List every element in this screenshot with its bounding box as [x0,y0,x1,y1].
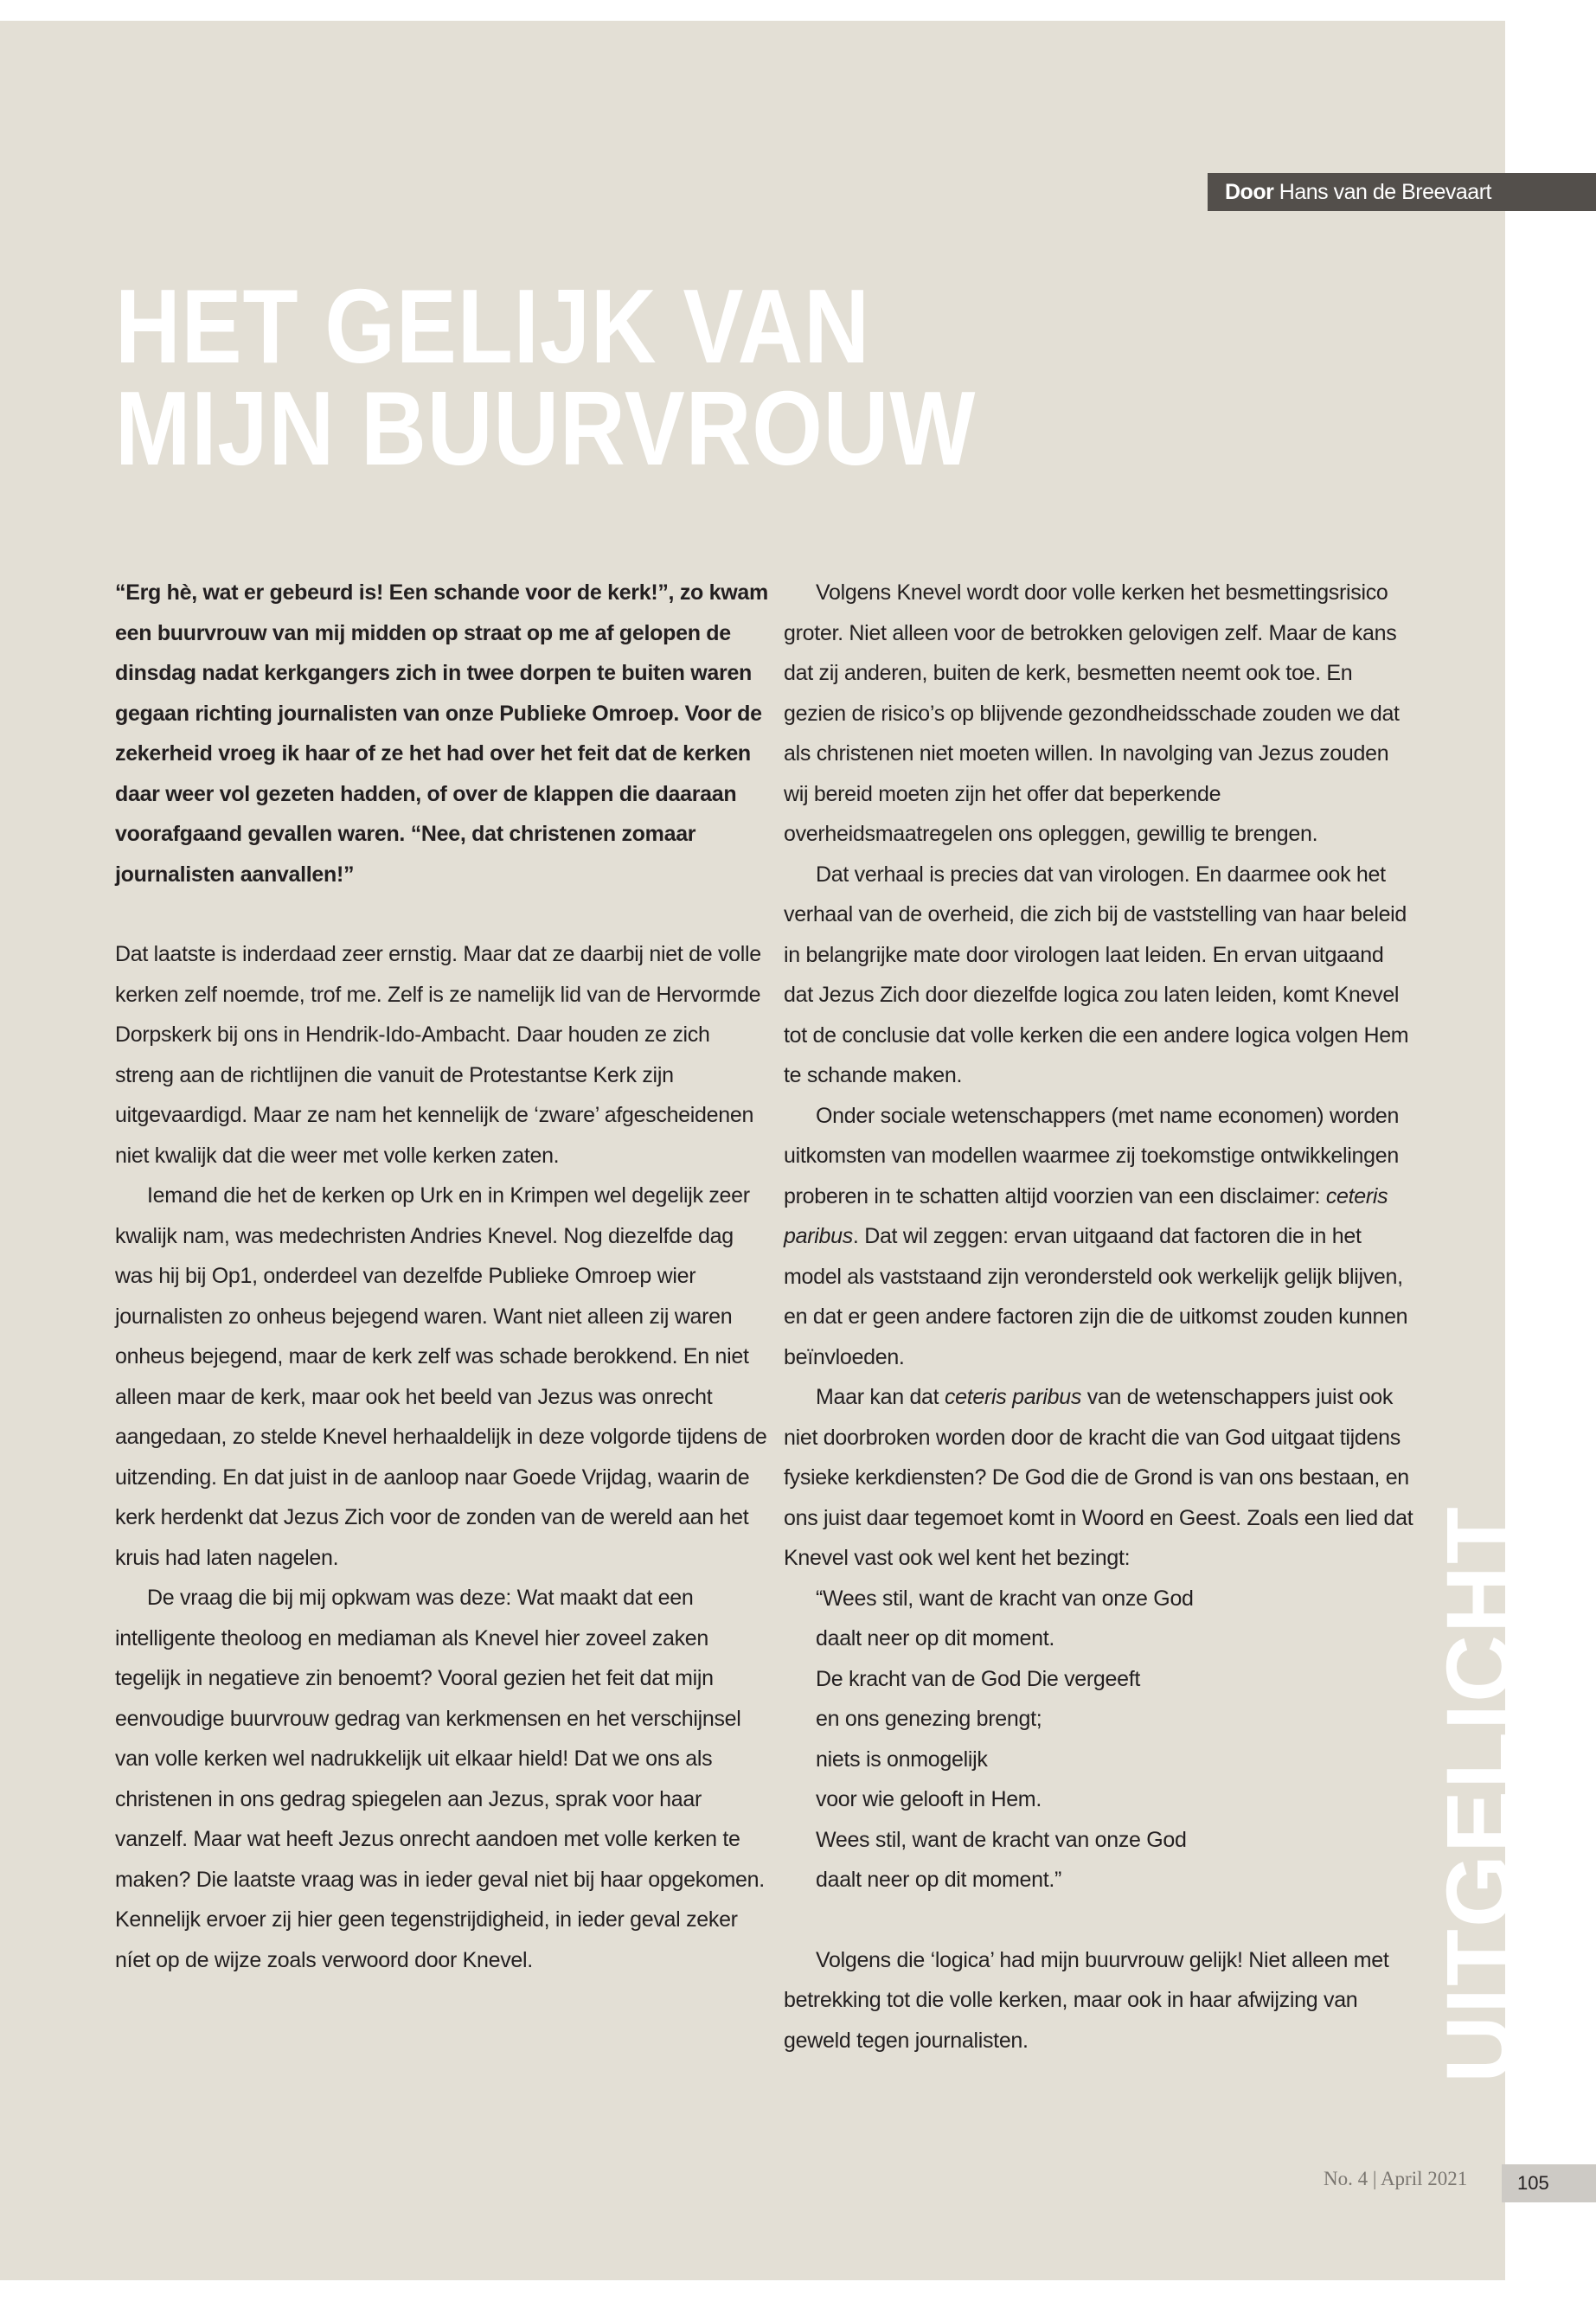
paragraph: Maar kan dat ceteris paribus van de wetenschappers juist ook niet doorbroken worden door de kracht die van God uitgaat tijdens fysieke kerkdiensten? De God die de Grond is van ons bestaan, en ons juist daar tegemoet komt in Woord en Geest. Zoals een lied dat Knevel vast ook wel kent het bezingt: [784,1385,1413,1570]
byline-author: Hans van de Breevaart [1279,180,1491,204]
italic-term: ceteris paribus [944,1385,1082,1409]
lead-paragraph: “Erg hè, wat er gebeurd is! Een schande voor de kerk!”, zo kwam een buurvrouw van mij midden op straat op me af gelopen de dinsdag nadat kerkgangers zich in twee dorpen te buiten waren gegaan richting journalisten van onze Publieke Omroep. Voor de zekerheid vroeg ik haar of ze het had over het feit dat de kerken daar weer vol gezeten hadden, of over de klappen die daaraan voorafgaand gevallen waren. “Nee, dat christenen zomaar journalisten aanvallen!” [115,580,768,887]
page-number: 105 [1502,2164,1596,2202]
section-label: UITGELICHT [1426,1505,1531,2083]
title-line-2: MIJN BUURVROUW [115,369,977,487]
paragraph: Onder sociale wetenschappers (met name economen) worden uitkomsten van modellen waarmee zij toekomstige ontwikkelingen proberen in te schatten altijd voorzien van een disclaimer: ceteris paribus. Dat wil zeggen: ervan uitgaand dat factoren die in het model als vaststaand zijn verondersteld ook werkelijk gelijk blijven, en dat er geen andere factoren zijn die de uitkomst zouden kunnen beïnvloeden. [784,1103,1408,1369]
song-line: voor wie gelooft in Hem. [816,1787,1042,1811]
italic-term: ceteris paribus [784,1183,1388,1248]
issue-info: No. 4 | April 2021 [1324,2168,1468,2189]
song-line: De kracht van de God Die vergeeft [816,1666,1141,1691]
paragraph: Volgens die ‘logica’ had mijn buurvrouw gelijk! Niet alleen met betrekking tot die volle kerken, maar ook in haar afwijzing van geweld tegen journalisten. [784,1947,1389,2053]
byline-label: Door [1225,180,1274,204]
song-line: en ons genezing brengt; [816,1707,1042,1731]
paragraph: Dat laatste is inderdaad zeer ernstig. Maar dat ze daarbij niet de volle kerken zelf noemde, trof me. Zelf is ze namelijk lid van de Hervormde Dorpskerk bij ons in Hendrik-Ido-Ambacht. Daar houden ze zich streng aan de richtlijnen die vanuit de Protestantse Kerk zijn uitgevaardigd. Maar ze nam het kennelijk de ‘zware’ afgescheidenen niet kwalijk dat die weer met volle kerken zaten. [115,942,761,1168]
byline [1208,173,1596,211]
song-line: Wees stil, want de kracht van onze God [816,1827,1187,1852]
paragraph: Volgens Knevel wordt door volle kerken het besmettingsrisico groter. Niet alleen voor de betrokken gelovigen zelf. Maar de kans dat zij anderen, buiten de kerk, besmetten neemt ook toe. En gezien de risico’s op blijvende gezondheidsschade zouden we dat als christenen niet moeten willen. In navolging van Jezus zouden wij bereid moeten zijn het offer dat beperkende overheidsmaatregelen ons opleggen, gewillig te brengen. [784,580,1400,846]
right-column [784,573,1415,2061]
left-column [115,573,772,1980]
title-line-1: HET GELIJK VAN [115,267,870,385]
song-line: daalt neer op dit moment. [816,1626,1054,1650]
article-title [115,267,977,487]
paragraph: De vraag die bij mij opkwam was deze: Wat maakt dat een intelligente theoloog en mediaman als Knevel hier zoveel zaken tegelijk in negatieve zin benoemt? Vooral gezien het feit dat mijn eenvoudige buurvrouw gedrag van kerkmensen en het verschijnsel van volle kerken wel nadrukkelijk uit elkaar hield! Dat we ons als christenen in ons gedrag spiegelen aan Jezus, sprak voor haar vanzelf. Maar wat heeft Jezus onrecht aandoen met volle kerken te maken? Die laatste vraag was in ieder geval niet bij haar opgekomen. Kennelijk ervoer zij hier geen tegenstrijdigheid, in ieder geval zeker níet op de wijze zoals verwoord door Knevel. [115,1586,765,1972]
song-line: “Wees stil, want de kracht van onze God [816,1586,1194,1611]
song-line: niets is onmogelijk [816,1747,988,1772]
paragraph: Iemand die het de kerken op Urk en in Krimpen wel degelijk zeer kwalijk nam, was medechristen Andries Knevel. Nog diezelfde dag was hij bij Op1, onderdeel van dezelfde Publieke Omroep wier journalisten zo onheus bejegend waren. Want niet alleen zij waren onheus bejegend, maar de kerk zelf was schade berokkend. En niet alleen maar de kerk, maar ook het beeld van Jezus was onrecht aangedaan, zo stelde Knevel herhaaldelijk in deze volgorde tijdens de uitzending. En dat juist in de aanloop naar Goede Vrijdag, waarin de kerk herdenkt dat Jezus Zich voor de zonden van de wereld aan het kruis had laten nagelen. [115,1183,767,1570]
paragraph: Dat verhaal is precies dat van virologen. En daarmee ook het verhaal van de overheid, die zich bij de vaststelling van haar beleid in belangrijke mate door virologen laat leiden. En ervan uitgaand dat Jezus Zich door diezelfde logica zou laten leiden, komt Knevel tot de conclusie dat volle kerken die een andere logica volgen Hem te schande maken. [784,862,1409,1087]
song-quote [784,1579,1415,1900]
song-line: daalt neer op dit moment.” [816,1868,1062,1892]
